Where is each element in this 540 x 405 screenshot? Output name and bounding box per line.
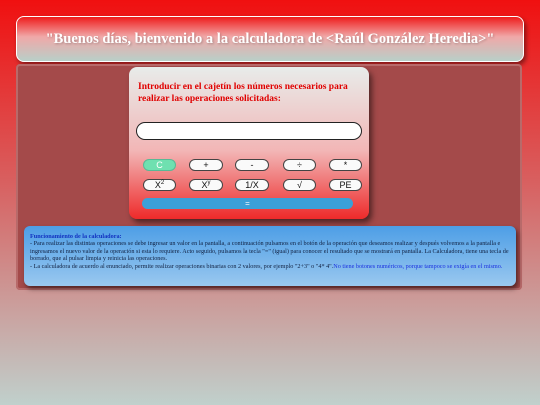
pe-button[interactable]: PE [329,179,362,191]
instructions-paragraph-2 [30,263,510,270]
reciprocal-button[interactable]: 1/X [235,179,269,191]
header-banner [16,16,524,62]
calculator-instructions: Introducir en el cajetín los números necesarios para realizar las operaciones solicitadas: [138,82,348,104]
subtract-button[interactable]: - [235,159,269,171]
calculator [129,67,369,219]
square-button-label: X [154,180,161,190]
instructions-note: No tiene botones numéricos, porque tampoco se exigía en el mismo. [333,262,503,270]
page-title: "Buenos días, bienvenido a la calculadora de <Raúl González Heredia>" [45,30,495,47]
square-button-exponent: 2 [160,180,165,186]
power-button-label: X [201,180,208,190]
calculator-display-input[interactable] [136,122,362,140]
power-button[interactable] [189,179,223,191]
add-button[interactable]: + [189,159,223,171]
square-button[interactable] [143,179,176,191]
multiply-button[interactable]: * [329,159,362,171]
instructions-title: Funcionamiento de la calculadora: [30,233,122,240]
sqrt-button[interactable]: √ [283,179,316,191]
divide-button[interactable]: ÷ [283,159,316,171]
power-button-exponent: y [207,180,211,186]
equals-button[interactable]: = [142,198,353,209]
instructions-panel [24,226,516,286]
clear-button[interactable]: C [143,159,176,171]
instructions-paragraph-2-text: - La calculadora de acuerdo al enunciado, permite realizar operaciones binarias con 2 valores, por ejemplo "2+3" o "4* 4". [30,262,334,270]
instructions-paragraph-1: - Para realizar las distintas operaciones se debe ingresar un valor en la pantalla, a continuación pulsamos en el botón de la operación que deseamos realizar y después volvemos a la pantalla e ingresamos el nuevo valor de la operación si esta lo requiere. Acto seguido, pulsamos la tecla "=" (igual) para conocer el resultado que se mostrará en pantalla. La Calculadora, tiene una tecla de borrado, que al pulsar limpia y reinicia las operaciones. [30,240,509,263]
